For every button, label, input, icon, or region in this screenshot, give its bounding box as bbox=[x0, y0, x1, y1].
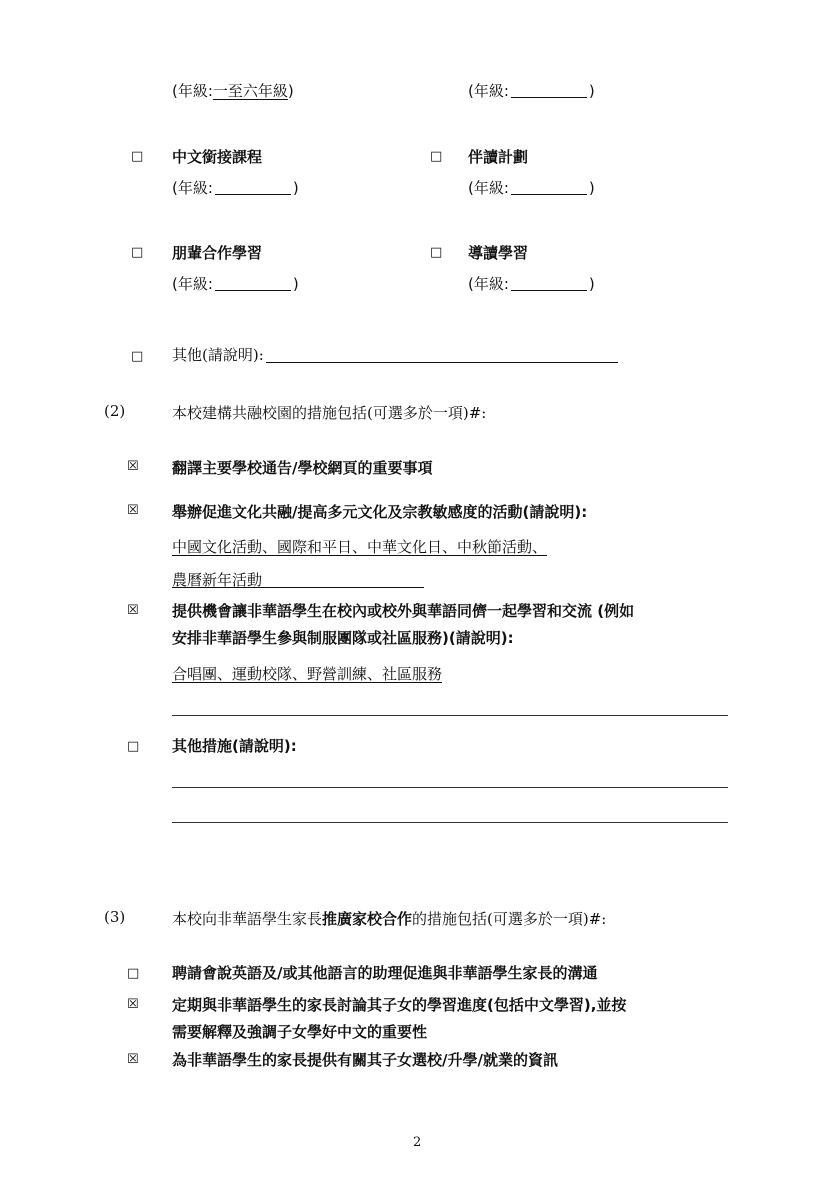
grade-blank[interactable] bbox=[511, 276, 587, 291]
section-number: (3) bbox=[104, 908, 126, 926]
grade-line-left-0: (年級:一至六年級) bbox=[172, 82, 294, 100]
section-title: 本校向非華語學生家長推廣家校合作的措施包括(可選多於一項)#: bbox=[172, 910, 607, 928]
measure-item-line2: 需要解釋及強調子女學好中文的重要性 bbox=[172, 1023, 428, 1041]
answer-text: 中國文化活動、國際和平日、中華文化日、中秋節活動、 bbox=[172, 538, 548, 556]
checked-marker[interactable]: ☒ bbox=[127, 603, 139, 618]
grade-line: (年級: ) bbox=[468, 275, 595, 293]
option-label: 朋輩合作學習 bbox=[172, 244, 263, 262]
checked-marker[interactable]: ☒ bbox=[127, 503, 139, 518]
grade-blank[interactable] bbox=[511, 180, 587, 195]
checked-marker[interactable]: ☒ bbox=[127, 1052, 139, 1067]
other-line: 其他(請說明): bbox=[172, 344, 618, 365]
grade-line: (年級: ) bbox=[172, 179, 299, 197]
option-label: 伴讀計劃 bbox=[468, 148, 529, 166]
checked-marker[interactable]: ☒ bbox=[127, 459, 139, 474]
checkbox[interactable]: □ bbox=[131, 349, 144, 364]
section-title: 本校建構共融校園的措施包括(可選多於一項)#: bbox=[172, 404, 487, 422]
grade-blank[interactable] bbox=[215, 276, 291, 291]
checkbox[interactable]: □ bbox=[131, 149, 144, 164]
other-blank[interactable] bbox=[266, 346, 618, 363]
checkbox[interactable]: □ bbox=[430, 245, 443, 260]
answer-rule[interactable] bbox=[172, 715, 728, 716]
checkbox[interactable]: □ bbox=[127, 739, 140, 754]
measure-item-line2: 安排非華語學生參與制服團隊或社區服務)(請說明): bbox=[172, 629, 514, 647]
measure-item-line1: 提供機會讓非華語學生在校內或校外與華語同儕一起學習和交流 (例如 bbox=[172, 602, 635, 620]
checked-marker[interactable]: ☒ bbox=[127, 997, 139, 1012]
measure-item-line1: 定期與非華語學生的家長討論其子女的學習進度(包括中文學習),並按 bbox=[172, 996, 627, 1014]
measure-item: 舉辦促進文化共融/提高多元文化及宗教敏感度的活動(請說明): bbox=[172, 503, 588, 521]
answer-rule[interactable] bbox=[172, 822, 728, 823]
answer-text: 農曆新年活動 bbox=[172, 569, 424, 588]
checkbox[interactable]: □ bbox=[430, 149, 443, 164]
measure-item: 為非華語學生的家長提供有關其子女選校/升學/就業的資訊 bbox=[172, 1051, 558, 1069]
measure-item: 翻譯主要學校通告/學校網頁的重要事項 bbox=[172, 459, 433, 477]
page-number: 2 bbox=[413, 1135, 422, 1150]
grade-value[interactable]: 一至六年級 bbox=[212, 82, 288, 100]
checkbox[interactable]: □ bbox=[127, 966, 140, 981]
grade-line-right-0: (年級: ) bbox=[468, 82, 595, 100]
grade-blank[interactable] bbox=[215, 180, 291, 195]
answer-rule[interactable] bbox=[172, 787, 728, 788]
measure-item: 其他措施(請說明): bbox=[172, 737, 297, 755]
grade-line: (年級: ) bbox=[468, 179, 595, 197]
grade-line: (年級: ) bbox=[172, 275, 299, 293]
grade-blank[interactable] bbox=[511, 83, 587, 98]
answer-text: 合唱團、運動校隊、野營訓練、社區服務 bbox=[172, 665, 443, 683]
section-number: (2) bbox=[104, 402, 126, 420]
measure-item: 聘請會說英語及/或其他語言的助理促進與非華語學生家長的溝通 bbox=[172, 964, 598, 982]
checkbox[interactable]: □ bbox=[131, 245, 144, 260]
option-label: 中文銜接課程 bbox=[172, 148, 263, 166]
answer-line bbox=[172, 567, 424, 588]
option-label: 導讀學習 bbox=[468, 244, 529, 262]
